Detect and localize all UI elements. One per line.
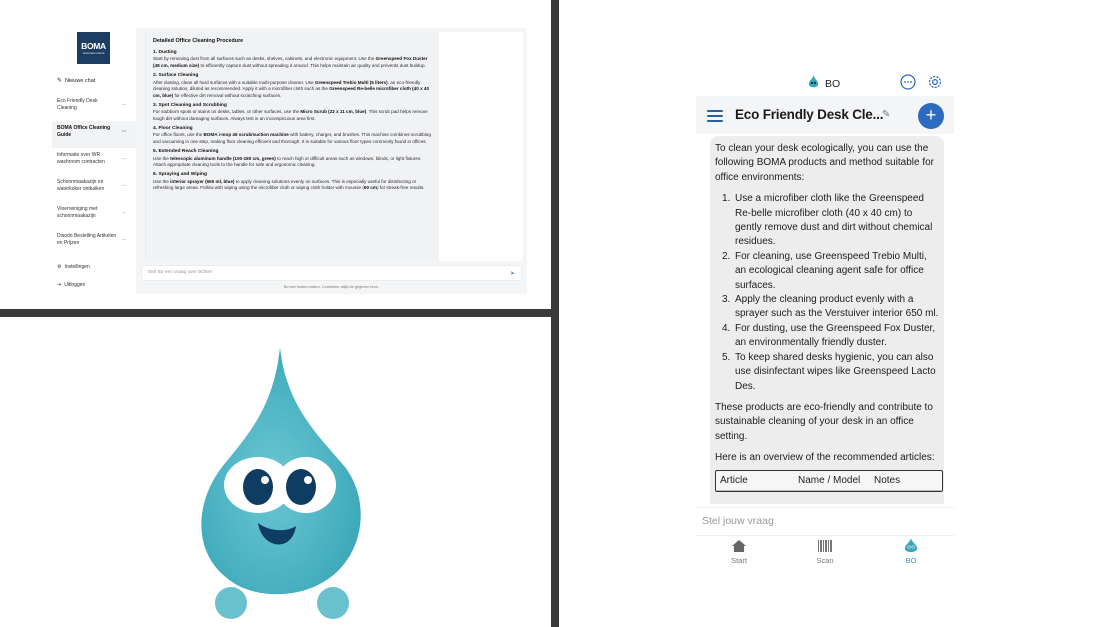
right-foot bbox=[317, 587, 349, 619]
top-actions bbox=[899, 73, 944, 91]
section-heading: 1. Dusting bbox=[153, 49, 177, 55]
new-chat-button[interactable] bbox=[918, 103, 944, 129]
tab-scan[interactable] bbox=[782, 536, 868, 575]
menu-icon[interactable] bbox=[707, 110, 723, 122]
more-options-icon[interactable]: ··· bbox=[121, 156, 126, 162]
sidebar-chat-item[interactable] bbox=[52, 202, 136, 229]
product-name: Greenspeed Trebio Multi (5 liters) bbox=[314, 79, 388, 85]
section-text: . This scrub pad helps remove tough dirt without damaging surfaces. Always test in an inconspicuous area first. bbox=[153, 109, 428, 122]
question-input[interactable] bbox=[696, 507, 954, 535]
chat-header bbox=[696, 96, 954, 134]
assistant-message bbox=[145, 32, 439, 261]
section-text: Start by removing dust from all surfaces such as desks, shelves, cabinets, and electronic equipment. Use the bbox=[153, 56, 376, 62]
step-item bbox=[715, 351, 939, 394]
section-text: , an eco-friendly cleaning solution, diluted as recommended. Apply it with a microfiber cloth such as the bbox=[153, 79, 421, 92]
table-header-article: Article bbox=[720, 474, 748, 486]
sidebar-chat-label: Eco Friendly Desk Cleaning bbox=[57, 98, 98, 112]
settings-link[interactable] bbox=[57, 264, 90, 270]
plus-icon: + bbox=[925, 105, 937, 125]
logout-icon: ⇥ bbox=[57, 282, 62, 288]
message-intro: To clean your desk ecologically, you can use the following BOMA products and method suitable for office environments: bbox=[715, 143, 935, 183]
step-text: For cleaning, use Greenspeed Trebio Multi, an ecological cleaning agent safe for office surfaces. bbox=[735, 250, 927, 291]
section-text: Use the bbox=[153, 178, 171, 184]
step-number: 1. bbox=[722, 193, 731, 205]
section-text: to reach high or difficult areas such as windows, blinds, or light fixtures. Attach appropriate cleaning tools to the handle for safe and ergonomic cleaning. bbox=[153, 155, 422, 168]
logout-label: Uitloggen bbox=[64, 282, 86, 288]
section-text: For stubborn spots or stains on desks, tables, or other surfaces, use the bbox=[153, 109, 301, 115]
section-heading: 5. Extended Reach Cleaning bbox=[153, 148, 219, 154]
chat-input[interactable] bbox=[141, 265, 522, 281]
step-number: 2. bbox=[722, 250, 731, 262]
section-text: with battery, charger, and brushes. This machine combines scrubbing and vacuuming in one step, making floor cleaning efficient and thorough. It is suitable for various floor types commonly found in offices. bbox=[153, 132, 431, 145]
sidebar-chat-item[interactable] bbox=[52, 175, 136, 202]
table-intro: Here is an overview of the recommended articles: bbox=[715, 452, 935, 464]
section-heading: 2. Surface Cleaning bbox=[153, 72, 199, 78]
product-name: telescopic aluminum handle (100-180 cm, green) bbox=[170, 155, 276, 161]
brand-label: BO bbox=[825, 77, 841, 90]
table-header-row bbox=[716, 471, 942, 491]
desktop-chat-app bbox=[0, 0, 551, 309]
chat-bubble-icon[interactable] bbox=[899, 73, 917, 91]
message-closing: These products are eco-friendly and contribute to sustainable cleaning of your desk in an office setting. bbox=[715, 401, 933, 442]
bottom-tab-bar bbox=[696, 535, 954, 575]
send-icon[interactable]: ➤ bbox=[509, 271, 515, 277]
message-sections bbox=[153, 50, 432, 192]
message-title: Detailed Office Cleaning Procedure bbox=[153, 38, 244, 44]
more-options-icon[interactable]: ··· bbox=[121, 210, 126, 216]
tab-start[interactable] bbox=[696, 536, 782, 575]
product-name: 60 cm bbox=[363, 185, 377, 191]
top-bar bbox=[696, 66, 954, 96]
product-name: Greenspeed Fox Duster (48 cm, medium size) bbox=[153, 56, 428, 69]
sidebar bbox=[52, 26, 136, 296]
divider-horizontal bbox=[0, 309, 552, 317]
question-input-placeholder: Stel jouw vraag bbox=[702, 515, 774, 527]
section-heading: 3. Spot Cleaning and Scrubbing bbox=[153, 102, 227, 108]
logout-link[interactable] bbox=[57, 282, 85, 288]
pencil-icon[interactable]: ✎ bbox=[882, 109, 891, 120]
section-body bbox=[153, 179, 432, 192]
sidebar-chat-label: BOMA Office Cleaning Guide bbox=[57, 125, 111, 139]
section-text: to efficiently capture dust without spreading it around. This helps maintain air quality and prevents dust buildup. bbox=[199, 63, 426, 69]
chat-input-placeholder: Stel Bo een vraag over BOMA bbox=[148, 270, 213, 275]
more-options-icon[interactable]: ··· bbox=[121, 102, 126, 108]
table-header-name: Name / Model bbox=[798, 474, 861, 486]
section-text: to apply cleaning solutions evenly on surfaces. This is especially useful for disinfecting or refreshing large areas. Follow with wiping using the microfiber cloth or wiping cloth holder with mousse ( bbox=[153, 178, 417, 191]
new-chat-label: Nieuwe chat bbox=[65, 77, 96, 84]
section-text: For office floors, use the bbox=[153, 132, 204, 138]
more-options-icon[interactable]: ··· bbox=[121, 183, 126, 189]
logo-subtext: schoonmaken met kennis bbox=[82, 52, 105, 55]
gear-icon: ⚙ bbox=[57, 264, 62, 270]
tab-scan-label: Scan bbox=[816, 556, 834, 565]
sidebar-chat-item[interactable] bbox=[52, 229, 136, 256]
more-options-icon[interactable]: ··· bbox=[121, 129, 126, 135]
sidebar-chat-item[interactable] bbox=[52, 148, 136, 175]
chat-title: Eco Friendly Desk Cle... bbox=[735, 107, 884, 122]
sidebar-chat-item[interactable] bbox=[52, 94, 136, 121]
articles-table bbox=[715, 470, 943, 492]
product-name: Micro Scrub (22 x 11 cm, blue) bbox=[300, 109, 367, 115]
sidebar-chat-label: Disodo Bestelling Artikelen en Prijzen bbox=[57, 233, 117, 247]
logo-text: BOMA bbox=[81, 41, 106, 51]
divider-vertical bbox=[551, 0, 559, 627]
step-text: Apply the cleaning product evenly with a sprayer such as the Verstuiver interior 650 ml. bbox=[735, 294, 939, 320]
chat-scroll-area bbox=[439, 32, 523, 261]
disclaimer: Bo kan fouten maken. Controleer altijd de gegeven bron. bbox=[283, 285, 380, 289]
step-item bbox=[715, 250, 939, 293]
more-options-icon[interactable]: ··· bbox=[121, 237, 126, 243]
step-number: 5. bbox=[722, 351, 731, 363]
section-text: ) for streak-free results. bbox=[376, 185, 425, 191]
sidebar-chat-label: Informatie over WR washroom contracten bbox=[57, 152, 105, 166]
assistant-message bbox=[710, 136, 944, 504]
section-body bbox=[153, 156, 432, 169]
steps-list bbox=[715, 192, 939, 394]
step-number: 3. bbox=[722, 294, 731, 306]
sidebar-chat-label: Vloerreiniging met schoonmaakazijn bbox=[57, 206, 98, 220]
gear-icon[interactable] bbox=[926, 73, 944, 91]
section-body bbox=[153, 132, 432, 145]
mascot-panel bbox=[0, 317, 551, 627]
table-header-notes: Notes bbox=[874, 474, 901, 486]
right-pupil bbox=[286, 469, 316, 505]
section-body bbox=[153, 56, 432, 69]
left-foot bbox=[215, 587, 247, 619]
step-text: Use a microfiber cloth like the Greenspeed Re-belle microfiber cloth (40 x 40 cm) to gently remove dust and dirt without chemical residues. bbox=[735, 193, 933, 248]
tab-bo[interactable] bbox=[868, 536, 954, 575]
tab-bo-label: BO bbox=[905, 556, 917, 565]
bo-mascot-icon bbox=[903, 538, 919, 554]
section-body bbox=[153, 80, 432, 100]
water-drop-mascot bbox=[0, 317, 551, 627]
section-text: Use the bbox=[153, 155, 171, 161]
edit-icon: ✎ bbox=[57, 78, 63, 84]
chat-history-list bbox=[52, 94, 136, 256]
sidebar-chat-item[interactable] bbox=[52, 121, 136, 148]
brand bbox=[808, 75, 840, 92]
chat-main bbox=[136, 28, 527, 294]
step-text: For dusting, use the Greenspeed Fox Duster, an environmentally friendly duster. bbox=[735, 322, 936, 349]
home-icon bbox=[731, 538, 747, 554]
step-text: To keep shared desks hygienic, you can also use disinfectant wipes like Greenspeed Lacto Des. bbox=[735, 351, 936, 392]
right-eye-shine bbox=[304, 476, 312, 484]
barcode-icon bbox=[817, 538, 833, 554]
product-name: interior sprayer (650 ml, blue) bbox=[170, 178, 235, 184]
sidebar-chat-label: Schoonmaakazijn en waterkoker ontkalken bbox=[57, 179, 105, 193]
boma-logo bbox=[77, 32, 110, 64]
mobile-app bbox=[696, 66, 954, 576]
step-number: 4. bbox=[722, 322, 731, 334]
new-chat-button[interactable] bbox=[57, 77, 95, 84]
product-name: BOMA i-mop 46 scrub/suction machine bbox=[203, 132, 289, 138]
section-heading: 6. Spraying and Wiping bbox=[153, 171, 208, 177]
step-item bbox=[715, 322, 939, 351]
step-item bbox=[715, 192, 939, 250]
section-text: After dusting, clean all hard surfaces with a suitable multi-purpose cleaner. Use bbox=[153, 79, 315, 85]
tab-start-label: Start bbox=[731, 556, 747, 565]
left-eye-shine bbox=[261, 476, 269, 484]
section-body bbox=[153, 109, 432, 122]
product-name: Greenspeed Re-belle microfiber cloth (40 x 40 cm, blue) bbox=[153, 86, 430, 98]
left-pupil bbox=[243, 469, 273, 505]
bo-mascot-icon bbox=[808, 75, 819, 92]
section-text: for effective dirt removal without scratching surfaces. bbox=[173, 92, 282, 98]
section-heading: 4. Floor Cleaning bbox=[153, 125, 193, 131]
settings-label: Instellingen bbox=[64, 264, 90, 270]
step-item bbox=[715, 293, 939, 322]
